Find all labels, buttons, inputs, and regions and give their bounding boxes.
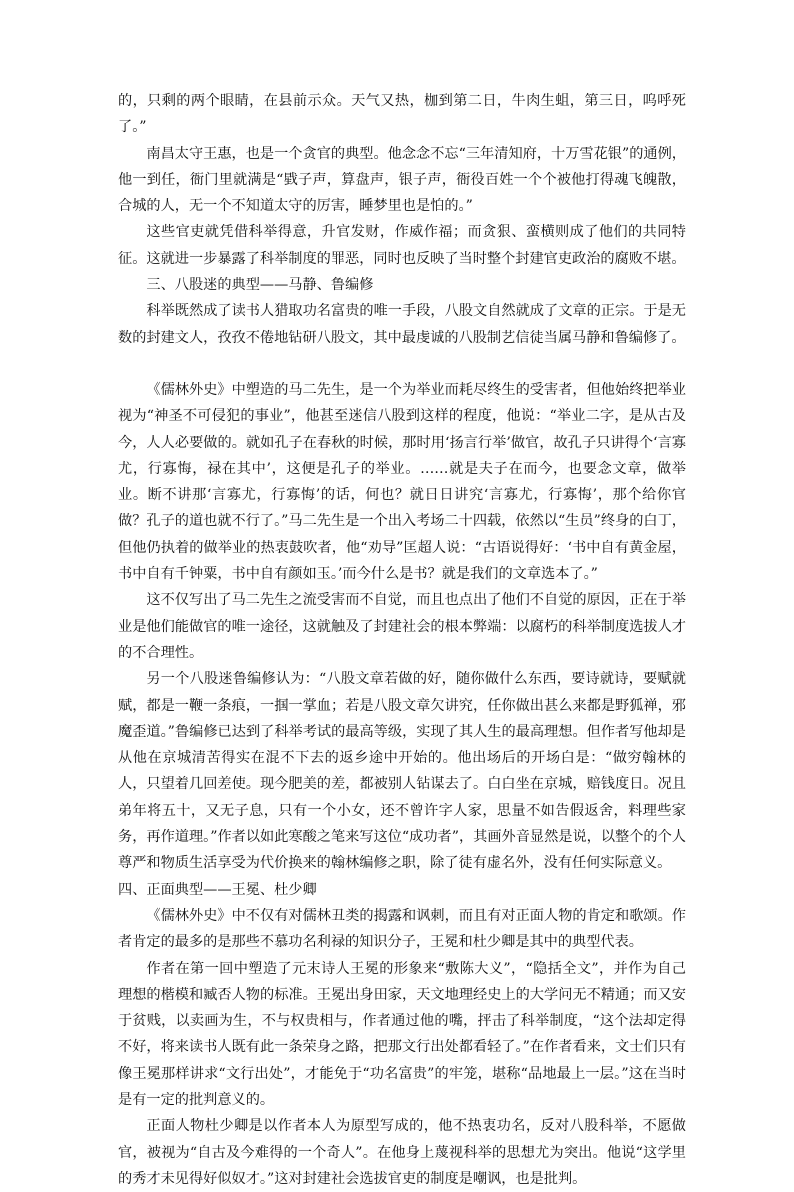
section-heading-3: 三、八股迷的典型——马静、鲁编修 (146, 277, 374, 294)
paragraph-7: 《儒林外史》中塑造的马二先生，是一个为举业而耗尽终生的受害者，但他始终把举业视为“神圣不可侵犯的事业”，他甚至迷信八股到这样的程度，他说：“举业二字，是从古及今，人人必要做的。就如孔子在春秋的时候，那时用‘扬言行举’做官，故孔子只讲得个‘言寡尤，行寡悔，禄在其中’，这便是孔子的举业。……就是夫子在而今，也要念文章，做举业。断不讲那‘言寡尤，行寡悔’的话，何也？就日日讲究‘言寡尤，行寡悔’，那个给你官做？孔子的道也就不行了。”马二先生是一个出入考场二十四载，依然以“生员”终身的白丁，但他仍执着的做举业的热衷鼓吹者，他“劝导”匡超人说：“古语说得好：‘书中自有黄金屋，书中自有千钟粟，书中自有颜如玉。’而今什么是书？就是我们的文章选本了。” (118, 381, 686, 583)
document-page (118, 88, 686, 1192)
paragraph-1: 的，只剩的两个眼睛，在县前示众。天气又热，枷到第二日，牛肉生蛆，第三日，呜呼死了。” (118, 93, 686, 136)
paragraph-12: 作者在第一回中塑造了元末诗人王冕的形象来“敷陈大义”，“隐括全文”，并作为自己理想的楷模和臧否人物的标准。王冕出身田家，天文地理经史上的大学问无不精通；而又安于贫贱，以卖画为生，不与权贵相与，作者通过他的嘴，抨击了科举制度，“这个法却定得不好，将来读书人既有此一条荣身之路，把那文行出处都看轻了。”在作者看来，文士们只有像王冕那样讲求“文行出处”，才能免于“功名富贵”的牢笼，堪称“品地最上一层。”这在当时是有一定的批判意义的。 (118, 960, 686, 1108)
paragraph-11: 《儒林外史》中不仅有对儒林丑类的揭露和讽刺，而且有对正面人物的肯定和歌颂。作者肯定的最多的是那些不慕功名利禄的知识分子，王冕和杜少卿是其中的典型代表。 (118, 907, 686, 951)
paragraph-8: 这不仅写出了马二先生之流受害而不自觉，而且也点出了他们不自觉的原因，正在于举业是他们能做官的唯一途径，这就触及了封建社会的根本弊端：以腐朽的科举制度选拔人才的不合理性。 (118, 592, 686, 661)
paragraph-2: 南昌太守王惠，也是一个贪官的典型。他念念不忘“三年清知府，十万雪花银”的通例，他一到任，衙门里就满是“戥子声，算盘声，银子声，衙役百姓一个个被他打得魂飞魄散，合城的人，无一个不知道太守的厉害，睡梦里也是怕的。” (118, 145, 686, 215)
section-heading-4: 四、正面典型——王冕、杜少卿 (118, 881, 317, 898)
paragraph-3: 这些官吏就凭借科举得意，升官发财，作威作福；而贪狠、蛮横则成了他们的共同特征。这就进一步暴露了科举制度的罪恶，同时也反映了当时整个封建官吏政治的腐败不堪。 (118, 224, 686, 267)
paragraph-13: 正面人物杜少卿是以作者本人为原型写成的，他不热衷功名，反对八股科举，不愿做官，被视为“自古及今难得的一个奇人”。在他身上蔑视科举的思想尤为突出。他说“这学里的秀才未见得好似奴才。”这对封建社会选拔官吏的制度是嘲讽，也是批判。 (118, 1118, 686, 1187)
paragraph-gap (118, 351, 686, 377)
paragraph-5: 科举既然成了读书人猎取功名富贵的唯一手段，八股文自然就成了文章的正宗。于是无数的封建文人，孜孜不倦地钻研八股文，其中最虔诚的八股制艺信徒当属马静和鲁编修了。 (118, 303, 686, 346)
paragraph-9: 另一个八股迷鲁编修认为：“八股文章若做的好，随你做什么东西，要诗就诗，要赋就赋，都是一鞭一条痕，一掴一掌血；若是八股文章欠讲究，任你做出甚么来都是野狐禅，邪魔歪道。”鲁编修已达到了科举考试的最高等级，实现了其人生的最高理想。但作者写他却是从他在京城清苦得实在混不下去的返乡途中开始的。他出场后的开场白是：“做穷翰林的人，只望着几回差使。现今肥美的差，都被别人钻谋去了。白白坐在京城，赔钱度日。况且弟年将五十，又无子息，只有一个小女，还不曾许字人家，思量不如告假返舍，料理些家务，再作道理。”作者以如此寒酸之笔来写这位“成功者”，其画外音显然是说，以整个的个人尊严和物质生活享受为代价换来的翰林编修之职，除了徒有虚名外，没有任何实际意义。 (118, 671, 686, 872)
